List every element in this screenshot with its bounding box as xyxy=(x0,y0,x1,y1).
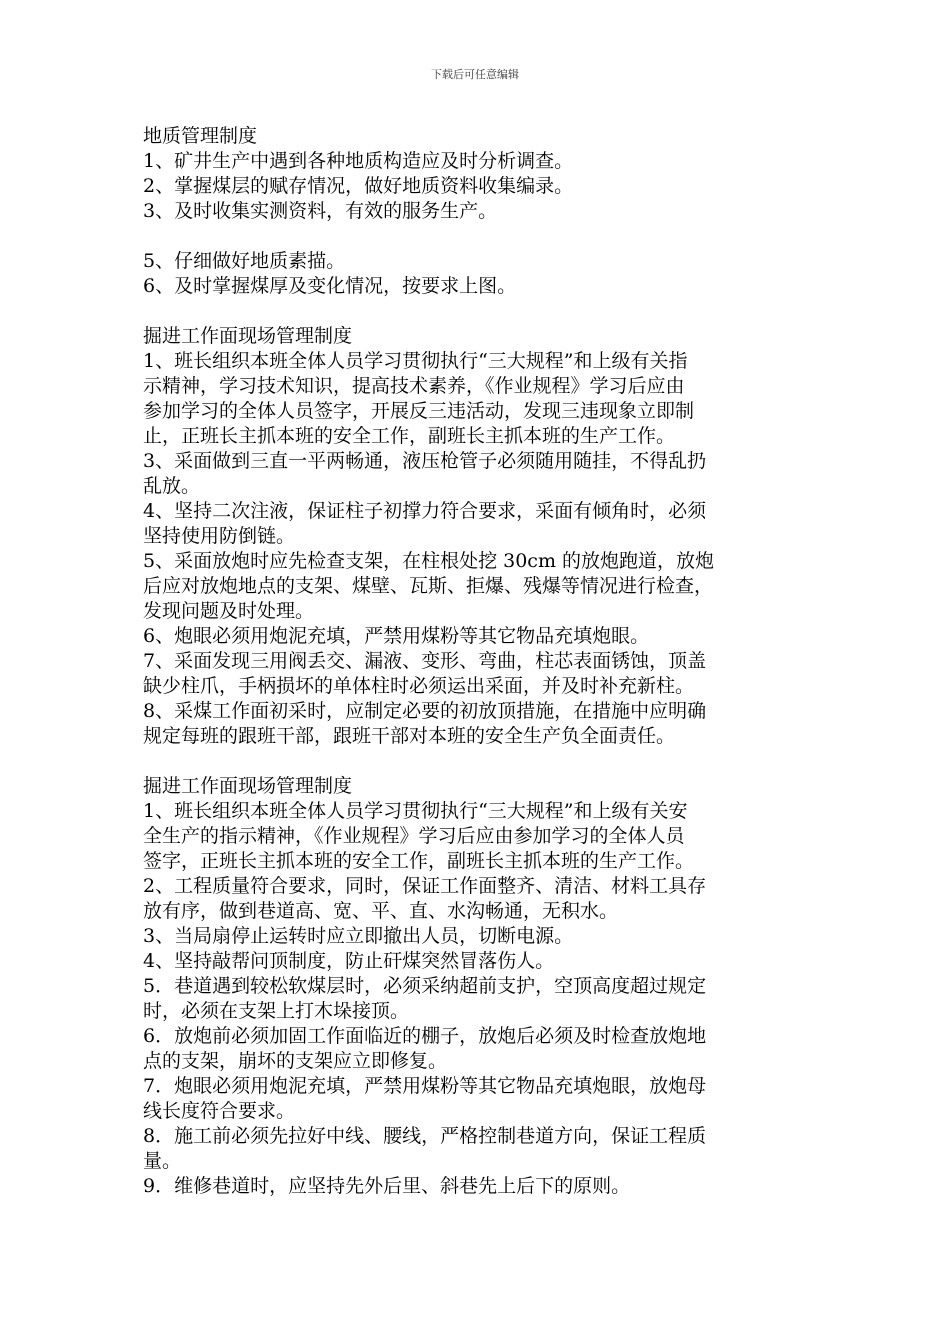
paragraph-line: 参加学习的全体人员签字，开展反三违活动，发现三违现象立即制 xyxy=(143,400,695,422)
paragraph-line: 4、坚持敲帮问顶制度，防止矸煤突然冒落伤人。 xyxy=(143,950,555,972)
paragraph-line: 8、采煤工作面初采时，应制定必要的初放顶措施，在措施中应明确 xyxy=(143,700,707,722)
page-header: 下载后可任意编辑 xyxy=(431,68,519,81)
blank-line xyxy=(143,299,815,324)
paragraph-line: 3、及时收集实测资料，有效的服务生产。 xyxy=(143,200,498,222)
paragraph-line: 1、班长组织本班全体人员学习贯彻执行“三大规程”和上级有关安 xyxy=(143,800,688,822)
document-body xyxy=(143,124,815,1199)
paragraph-line: 4、坚持二次注液，保证柱子初撑力符合要求，采面有倾角时，必须 xyxy=(143,500,707,522)
paragraph-line: 时，必须在支架上打木垛接顶。 xyxy=(143,1000,410,1022)
paragraph-line: 1、矿井生产中遇到各种地质构造应及时分析调查。 xyxy=(143,150,574,172)
paragraph-line: 点的支架，崩坏的支架应立即修复。 xyxy=(143,1050,448,1072)
section-title-geology: 地质管理制度 xyxy=(143,125,258,147)
paragraph-line: 2、掌握煤层的赋存情况，做好地质资料收集编录。 xyxy=(143,175,574,197)
paragraph-line: 6、炮眼必须用炮泥充填，严禁用煤粉等其它物品充填炮眼。 xyxy=(143,625,650,647)
paragraph-line: 量。 xyxy=(143,1150,182,1172)
paragraph-line: 放有序，做到巷道高、宽、平、直、水沟畅通，无积水。 xyxy=(143,900,619,922)
paragraph-line: 1、班长组织本班全体人员学习贯彻执行“三大规程”和上级有关指 xyxy=(143,350,688,372)
paragraph-line: 3、当局扇停止运转时应立即撤出人员，切断电源。 xyxy=(143,925,574,947)
paragraph-line: 6、及时掌握煤厚及变化情况，按要求上图。 xyxy=(143,275,517,297)
paragraph-line: 3、采面做到三直一平两畅通，液压枪管子必须随用随挂，不得乱扔 xyxy=(143,450,707,472)
paragraph-line: 2、工程质量符合要求，同时，保证工作面整齐、清洁、材料工具存 xyxy=(143,875,707,897)
paragraph-line: 示精神，学习技术知识，提高技术素养，《作业规程》学习后应由 xyxy=(143,375,685,397)
paragraph-line: 签字，正班长主抓本班的安全工作，副班长主抓本班的生产工作。 xyxy=(143,850,695,872)
paragraph-line: 缺少柱爪，手柄损坏的单体柱时必须运出采面，并及时补充新柱。 xyxy=(143,675,695,697)
paragraph-line: 7、采面发现三用阀丢交、漏液、变形、弯曲，柱芯表面锈蚀，顶盖 xyxy=(143,650,707,672)
paragraph-line: 止，正班长主抓本班的安全工作，副班长主抓本班的生产工作。 xyxy=(143,425,676,447)
paragraph-line: 5、仔细做好地质素描。 xyxy=(143,250,346,272)
paragraph-line: 后应对放炮地点的支架、煤壁、瓦斯、拒爆、残爆等情况进行检查， xyxy=(143,575,714,597)
section-title-face-management-1: 掘进工作面现场管理制度 xyxy=(143,325,353,347)
paragraph-line: 线长度符合要求。 xyxy=(143,1100,296,1122)
paragraph-line: 7．炮眼必须用炮泥充填，严禁用煤粉等其它物品充填炮眼，放炮母 xyxy=(143,1075,707,1097)
paragraph-line: 6．放炮前必须加固工作面临近的棚子，放炮后必须及时检查放炮地 xyxy=(143,1025,707,1047)
section-title-face-management-2: 掘进工作面现场管理制度 xyxy=(143,775,353,797)
paragraph-line: 5、采面放炮时应先检查支架，在柱根处挖 30cm 的放炮跑道，放炮 xyxy=(143,550,715,572)
paragraph-line: 规定每班的跟班干部，跟班干部对本班的安全生产负全面责任。 xyxy=(143,725,676,747)
blank-line xyxy=(143,224,815,249)
paragraph-line: 8．施工前必须先拉好中线、腰线，严格控制巷道方向，保证工程质 xyxy=(143,1125,707,1147)
paragraph-line: 9．维修巷道时，应坚持先外后里、斜巷先上后下的原则。 xyxy=(143,1175,631,1197)
blank-line xyxy=(143,749,815,774)
paragraph-line: 全生产的指示精神，《作业规程》学习后应由参加学习的全体人员 xyxy=(143,825,685,847)
paragraph-line: 乱放。 xyxy=(143,475,201,497)
paragraph-line: 5．巷道遇到较松软煤层时，必须采纳超前支护，空顶高度超过规定 xyxy=(143,975,707,997)
paragraph-line: 发现问题及时处理。 xyxy=(143,600,315,622)
paragraph-line: 坚持使用防倒链。 xyxy=(143,525,296,547)
